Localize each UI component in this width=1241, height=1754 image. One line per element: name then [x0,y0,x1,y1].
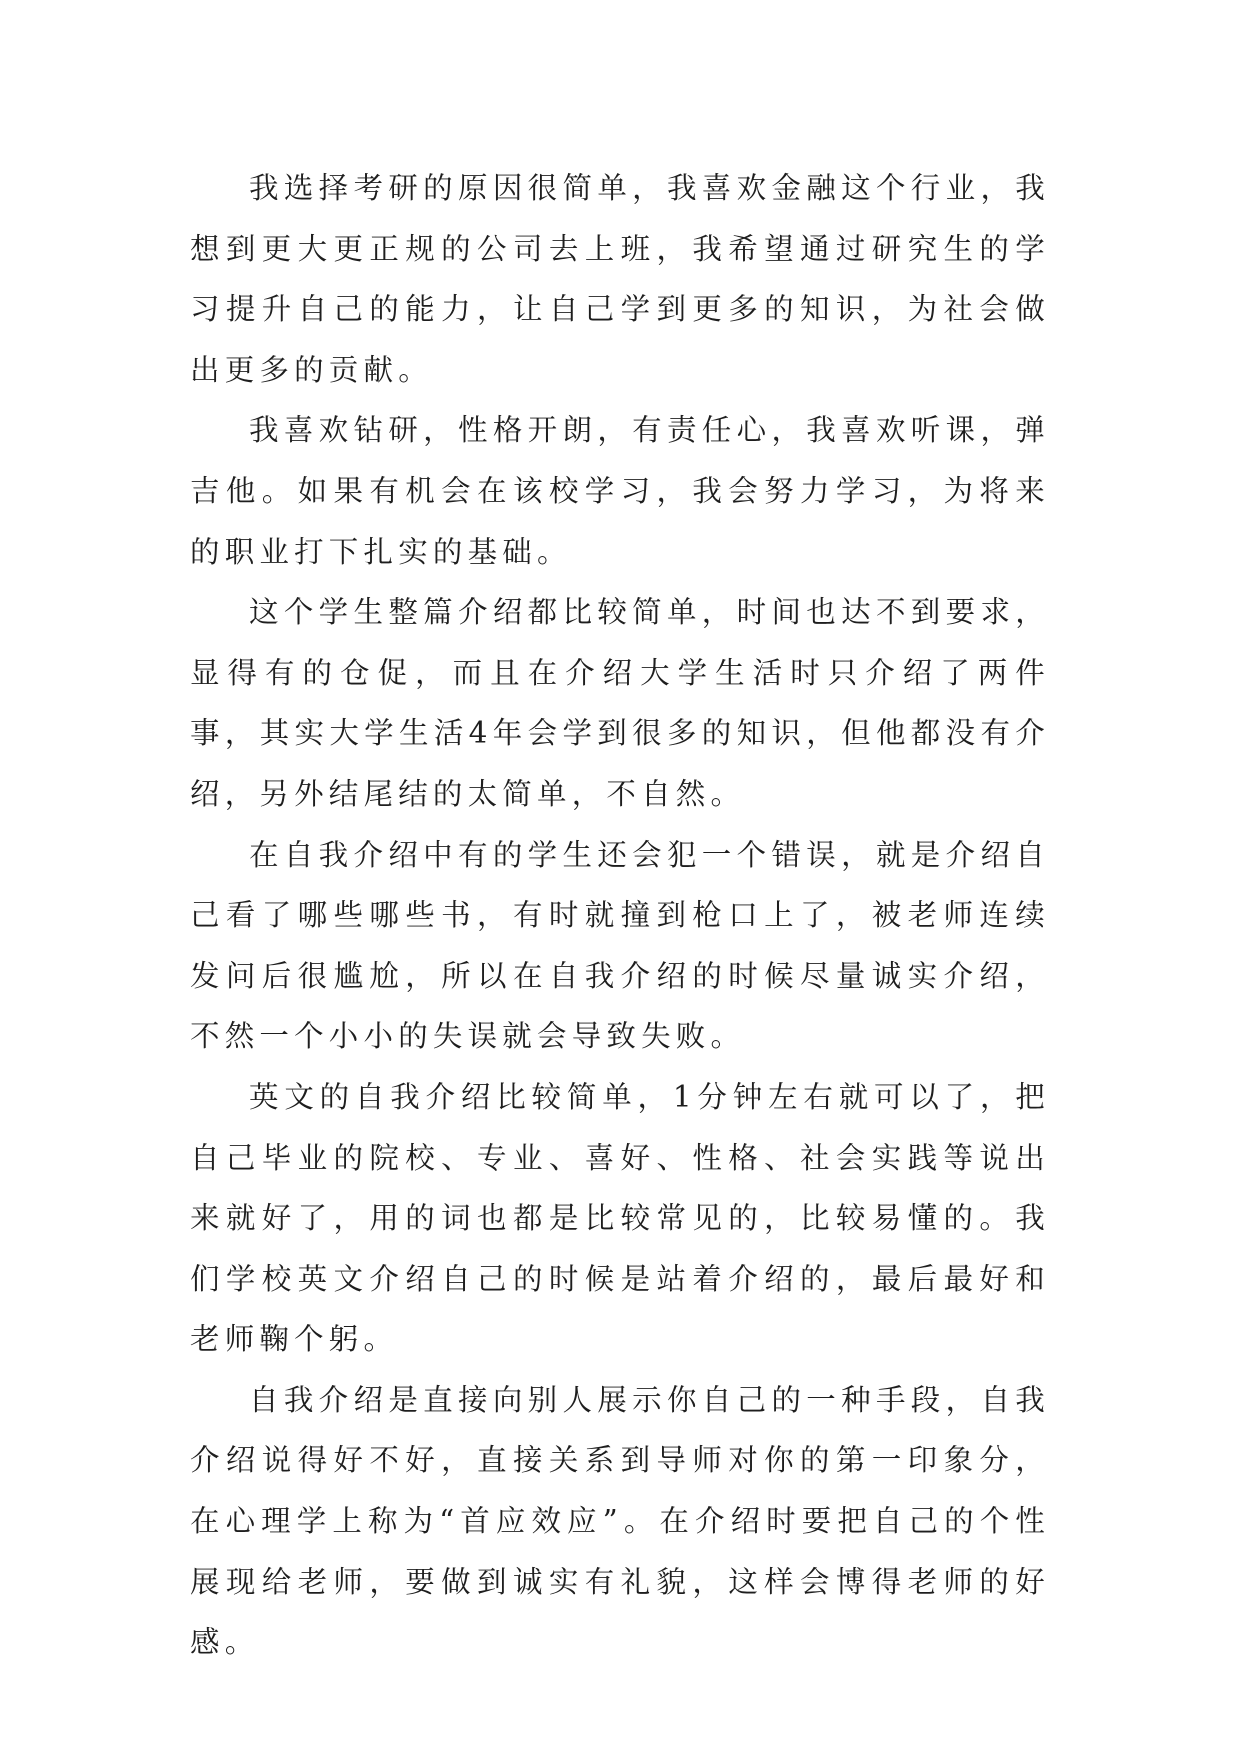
paragraph: 这个学生整篇介绍都比较简单，时间也达不到要求，显得有的仓促，而且在介绍大学生活时只介绍了两件事，其实大学生活4年会学到很多的知识，但他都没有介绍，另外结尾结的太简单，不自然。 [190,595,1050,811]
paragraph: 英文的自我介绍比较简单，1分钟左右就可以了，把自己毕业的院校、专业、喜好、性格、社会实践等说出来就好了，用的词也都是比较常见的，比较易懂的。我们学校英文介绍自己的时候是站着介绍的，最后最好和老师鞠个躬。 [190,1079,1050,1357]
paragraph: 我选择考研的原因很简单，我喜欢金融这个行业，我想到更大更正规的公司去上班，我希望通过研究生的学习提升自己的能力，让自己学到更多的知识，为社会做出更多的贡献。 [190,171,1050,387]
paragraph: 在自我介绍中有的学生还会犯一个错误，就是介绍自己看了哪些哪些书，有时就撞到枪口上了，被老师连续发问后很尴尬，所以在自我介绍的时候尽量诚实介绍，不然一个小小的失误就会导致失败。 [190,837,1050,1054]
paragraph: 自我介绍是直接向别人展示你自己的一种手段，自我介绍说得好不好，直接关系到导师对你的第一印象分，在心理学上称为“首应效应”。在介绍时要把自己的个性展现给老师，要做到诚实有礼貌，这样会博得老师的好感。 [190,1382,1050,1660]
document-body [190,158,1050,1673]
paragraph: 我喜欢钻研，性格开朗，有责任心，我喜欢听课，弹吉他。如果有机会在该校学习，我会努力学习，为将来的职业打下扎实的基础。 [190,413,1050,569]
